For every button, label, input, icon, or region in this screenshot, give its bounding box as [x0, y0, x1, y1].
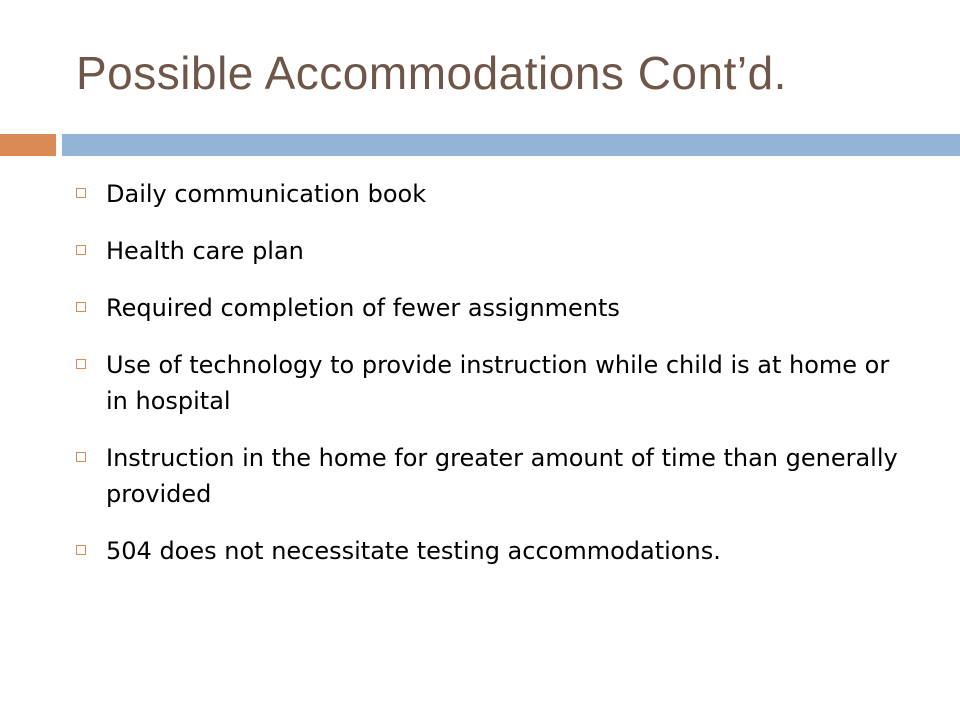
- accent-bar-blue: [62, 134, 960, 156]
- hollow-square-bullet-icon: [76, 452, 86, 462]
- bullet-text: Health care plan: [106, 237, 304, 265]
- hollow-square-bullet-icon: [76, 245, 86, 255]
- bullet-item: [76, 290, 906, 326]
- hollow-square-bullet-icon: [76, 302, 86, 312]
- hollow-square-bullet-icon: [76, 188, 86, 198]
- accent-bar-orange: [0, 134, 56, 156]
- bullet-text: Instruction in the home for greater amount of time than generally provided: [106, 444, 898, 508]
- bullet-text: Use of technology to provide instruction while child is at home or in hospital: [106, 351, 890, 415]
- bullet-text: Daily communication book: [106, 180, 427, 208]
- bullet-list: [76, 176, 906, 590]
- bullet-text: 504 does not necessitate testing accommodations.: [106, 537, 721, 565]
- hollow-square-bullet-icon: [76, 545, 86, 555]
- bullet-item: [76, 233, 906, 269]
- bullet-item: [76, 176, 906, 212]
- slide-title: Possible Accommodations Cont’d.: [76, 47, 787, 99]
- bullet-item: [76, 440, 906, 512]
- hollow-square-bullet-icon: [76, 359, 86, 369]
- bullet-text: Required completion of fewer assignments: [106, 294, 620, 322]
- bullet-item: [76, 533, 906, 569]
- bullet-item: [76, 347, 906, 419]
